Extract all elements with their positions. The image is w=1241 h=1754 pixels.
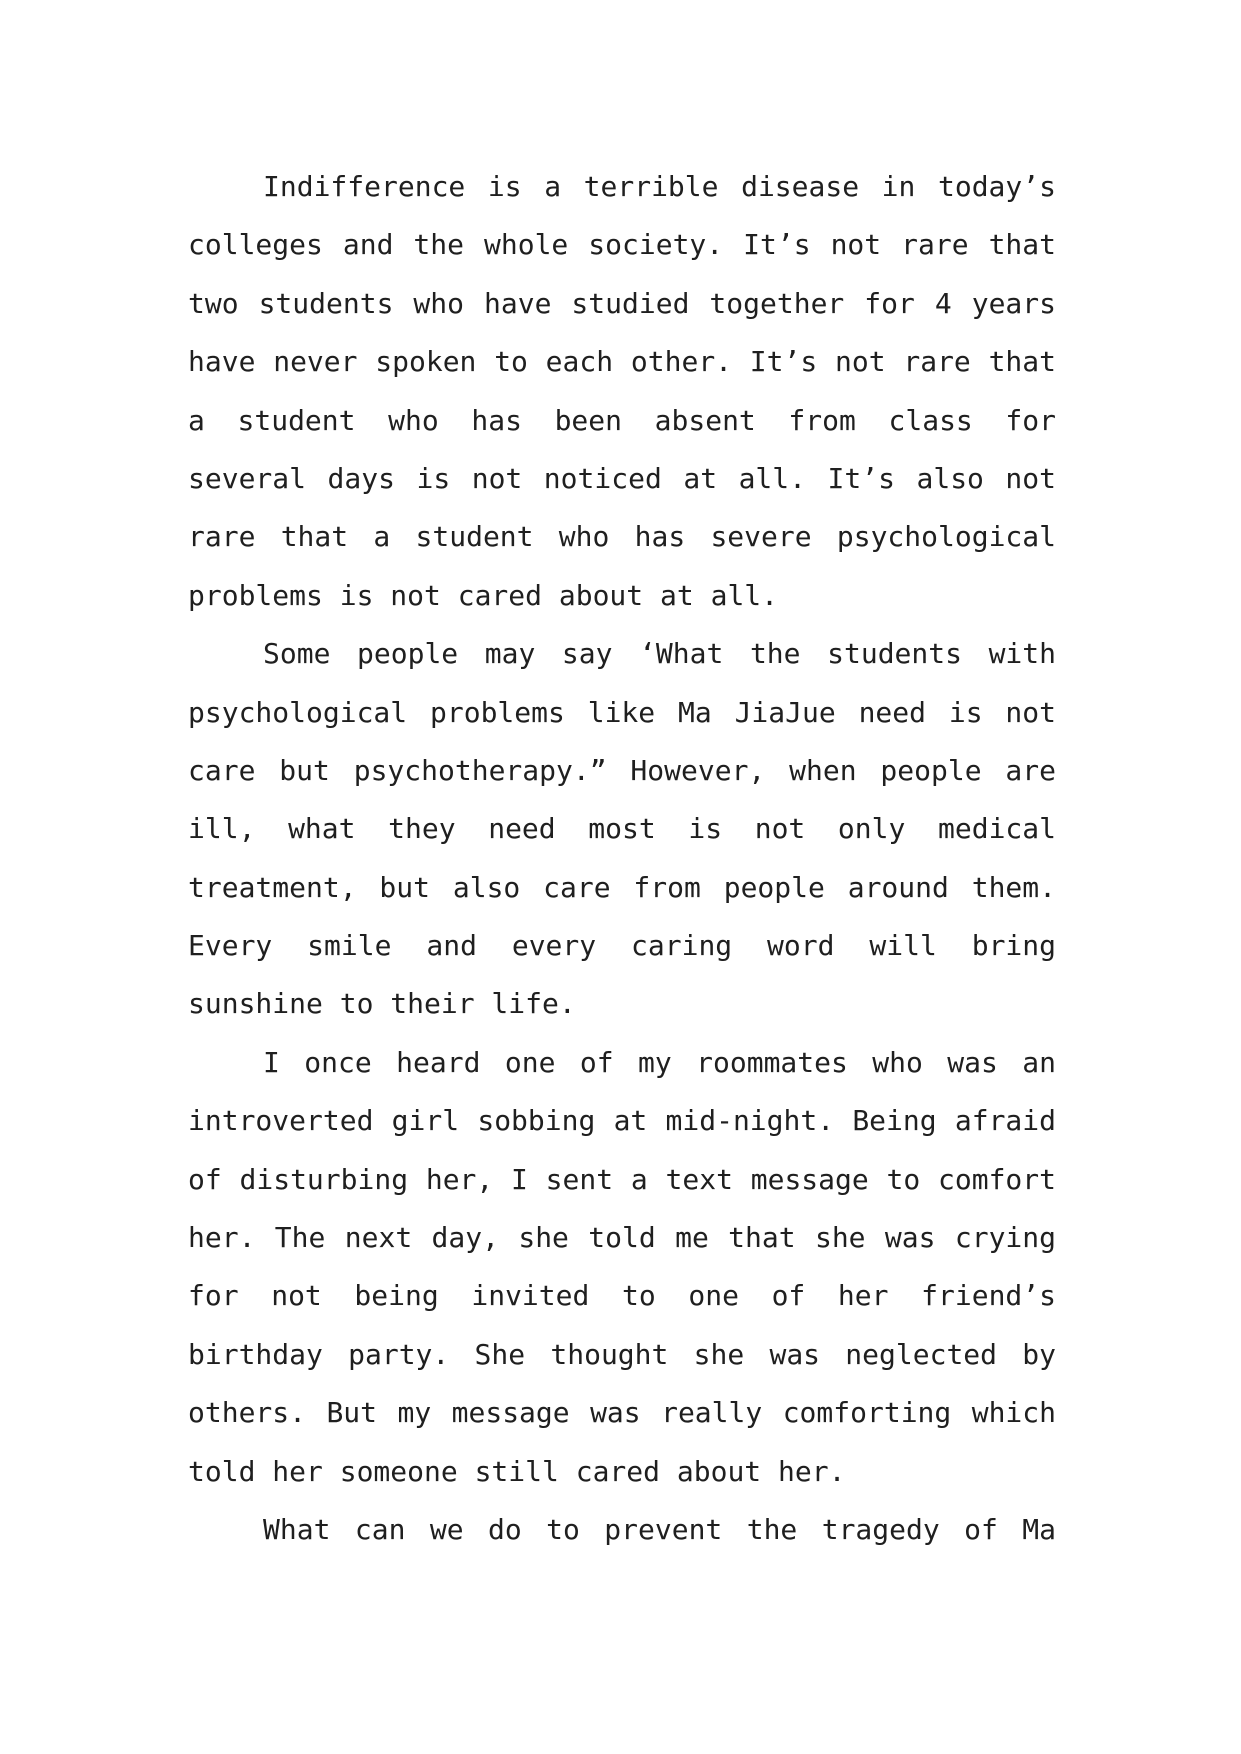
document-body	[188, 158, 1056, 1559]
text-line: her. The next day, she told me that she was crying	[188, 1221, 1056, 1255]
text-line: others. But my message was really comforting which	[188, 1396, 1056, 1430]
text-line: two students who have studied together for 4 years	[188, 286, 1056, 320]
text-line: for not being invited to one of her friend’s	[188, 1279, 1056, 1313]
paragraph-4	[188, 1501, 1056, 1559]
text-line: care but psychotherapy.” However, when people are	[188, 753, 1056, 787]
paragraph-3	[188, 1034, 1056, 1501]
text-line: sunshine to their life.	[188, 987, 576, 1021]
text-line: psychological problems like Ma JiaJue need is not	[188, 695, 1056, 729]
text-line: I once heard one of my roommates who was an	[263, 1045, 1056, 1079]
text-line: birthday party. She thought she was neglected by	[188, 1337, 1056, 1371]
text-line: Indifference is a terrible disease in today’s	[263, 170, 1056, 203]
text-line: rare that a student who has severe psychological	[188, 520, 1056, 554]
text-line: several days is not noticed at all. It’s also not	[188, 461, 1056, 495]
text-line: What can we do to prevent the tragedy of Ma	[263, 1512, 1056, 1546]
text-line: treatment, but also care from people around them.	[188, 870, 1056, 904]
text-line: problems is not cared about at all.	[188, 578, 779, 612]
text-line: a student who has been absent from class for	[188, 403, 1056, 437]
text-line: have never spoken to each other. It’s not rare that	[188, 345, 1056, 379]
text-line: introverted girl sobbing at mid-night. Being afraid	[188, 1104, 1056, 1138]
text-line: told her someone still cared about her.	[188, 1454, 846, 1488]
text-line: Every smile and every caring word will bring	[188, 929, 1056, 963]
text-line: of disturbing her, I sent a text message to comfort	[188, 1162, 1056, 1196]
paragraph-1	[188, 158, 1056, 625]
paragraph-2	[188, 625, 1056, 1034]
text-line: Some people may say ‘What the students with	[263, 637, 1056, 671]
text-line: colleges and the whole society. It’s not rare that	[188, 228, 1056, 262]
text-line: ill, what they need most is not only medical	[188, 812, 1056, 846]
